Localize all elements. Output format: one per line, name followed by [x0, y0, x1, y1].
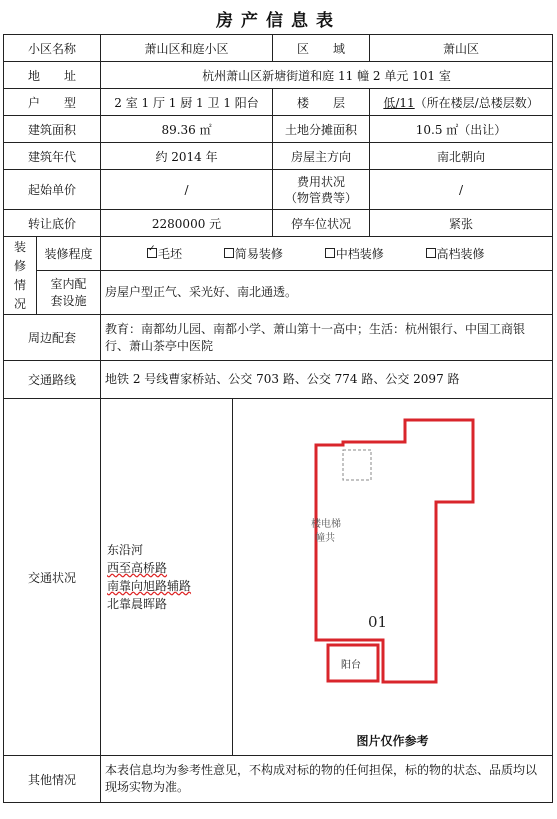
floorplan-caption: 图片仅作参考: [356, 734, 429, 748]
facilities-label-line1: 室内配: [50, 276, 87, 291]
decoration-option-label: 毛坯: [158, 247, 183, 261]
traffic-line-south: 南靠向旭路辅路: [107, 579, 192, 593]
decoration-char-3: 情: [13, 277, 26, 292]
fee-label-line2: （物管费等）: [285, 190, 358, 205]
other-label: 其他情况: [4, 756, 101, 803]
area-label: 建筑面积: [4, 116, 101, 143]
row-other: [4, 756, 553, 803]
land-area-label: 土地分摊面积: [273, 116, 370, 143]
traffic-label: 交通状况: [4, 399, 101, 756]
decoration-level-label: 装修程度: [37, 237, 101, 271]
land-area-value: 10.5 ㎡（出让）: [370, 116, 553, 143]
year-label: 建筑年代: [4, 143, 101, 170]
reserve-price-value: 2280000 元: [101, 210, 273, 237]
decoration-options: [101, 237, 553, 271]
facilities-value: 房屋户型正气、采光好、南北通透。: [101, 271, 553, 315]
floorplan-cell: [233, 399, 553, 756]
floorplan-image: [233, 402, 551, 752]
traffic-line-north: 北靠晨晖路: [107, 597, 168, 611]
start-price-label: 起始单价: [4, 170, 101, 210]
floorplan-unit-number: 01: [368, 613, 388, 631]
decoration-option-mid[interactable]: [325, 245, 384, 262]
surroundings-label: 周边配套: [4, 315, 101, 361]
floorplan-elevator-label-2: 幢共: [315, 533, 336, 544]
traffic-line-east: 东沿河: [107, 543, 144, 557]
decoration-option-rough[interactable]: [147, 245, 182, 262]
traffic-lines: [101, 399, 233, 756]
row-area: [4, 116, 553, 143]
decoration-option-simple[interactable]: [224, 245, 283, 262]
row-decoration-level: [4, 237, 553, 271]
other-value: 本表信息均为参考性意见，不构成对标的物的任何担保，标的物的状态、品质均以现场实物为准。: [101, 756, 553, 803]
floor-value: [370, 89, 553, 116]
row-layout: [4, 89, 553, 116]
decoration-char-2: 修: [13, 258, 26, 273]
area-value: 89.36 ㎡: [101, 116, 273, 143]
parking-value: 紧张: [370, 210, 553, 237]
row-community: [4, 35, 553, 62]
community-label: 小区名称: [4, 35, 101, 62]
transit-label: 交通路线: [4, 361, 101, 399]
transit-value: 地铁 2 号线曹家桥站、公交 703 路、公交 774 路、公交 2097 路: [101, 361, 553, 399]
start-price-value: /: [101, 170, 273, 210]
floor-label: 楼 层: [273, 89, 370, 116]
checkbox-icon[interactable]: [325, 248, 335, 258]
traffic-line-west: 西至高桥路: [107, 561, 168, 575]
floorplan-balcony-label: 阳台: [341, 660, 362, 671]
document-title: 房产信息表: [216, 11, 341, 31]
orientation-value: 南北朝向: [370, 143, 553, 170]
district-value: 萧山区: [370, 35, 553, 62]
row-facilities: [4, 271, 553, 315]
row-address: [4, 62, 553, 89]
row-surroundings: [4, 315, 553, 361]
decoration-char-1: 装: [13, 239, 26, 254]
decoration-option-label: 简易装修: [234, 247, 283, 261]
address-label: 地 址: [4, 62, 101, 89]
row-transit: [4, 361, 553, 399]
checkbox-icon[interactable]: [224, 248, 234, 258]
facilities-label-line2: 套设施: [50, 293, 87, 308]
fee-value: /: [370, 170, 553, 210]
decoration-group-label: [4, 237, 37, 315]
floor-value-note: （所在楼层/总楼层数）: [414, 95, 539, 110]
floorplan-elevator-box: [343, 450, 371, 480]
floorplan-outline: [316, 420, 473, 682]
checkbox-checked-icon[interactable]: [147, 248, 157, 258]
row-year: [4, 143, 553, 170]
checkbox-icon[interactable]: [426, 248, 436, 258]
year-value: 约 2014 年: [101, 143, 273, 170]
row-reserve: [4, 210, 553, 237]
row-traffic: [4, 399, 553, 756]
layout-value: 2 室 1 厅 1 厨 1 卫 1 阳台: [101, 89, 273, 116]
address-value: 杭州萧山区新塘街道和庭 11 幢 2 单元 101 室: [101, 62, 553, 89]
facilities-label: [37, 271, 101, 315]
reserve-price-label: 转让底价: [4, 210, 101, 237]
row-price: [4, 170, 553, 210]
surroundings-value: 教育：南都幼儿园、南都小学、萧山第十一高中；生活：杭州银行、中国工商银行、萧山茶亭中医院: [101, 315, 553, 361]
parking-label: 停车位状况: [273, 210, 370, 237]
floor-value-main: 低/11: [383, 95, 415, 110]
district-label: 区 域: [273, 35, 370, 62]
decoration-option-high[interactable]: [426, 245, 485, 262]
decoration-option-label: 中档装修: [335, 247, 384, 261]
decoration-char-4: 况: [13, 296, 26, 311]
property-info-table: [3, 34, 553, 803]
community-value: 萧山区和庭小区: [101, 35, 273, 62]
fee-label-line1: 费用状况: [297, 174, 346, 189]
decoration-option-label: 高档装修: [436, 247, 485, 261]
orientation-label: 房屋主方向: [273, 143, 370, 170]
fee-label: [273, 170, 370, 210]
layout-label: 户 型: [4, 89, 101, 116]
floorplan-elevator-label-1: 楼电梯: [311, 519, 342, 530]
